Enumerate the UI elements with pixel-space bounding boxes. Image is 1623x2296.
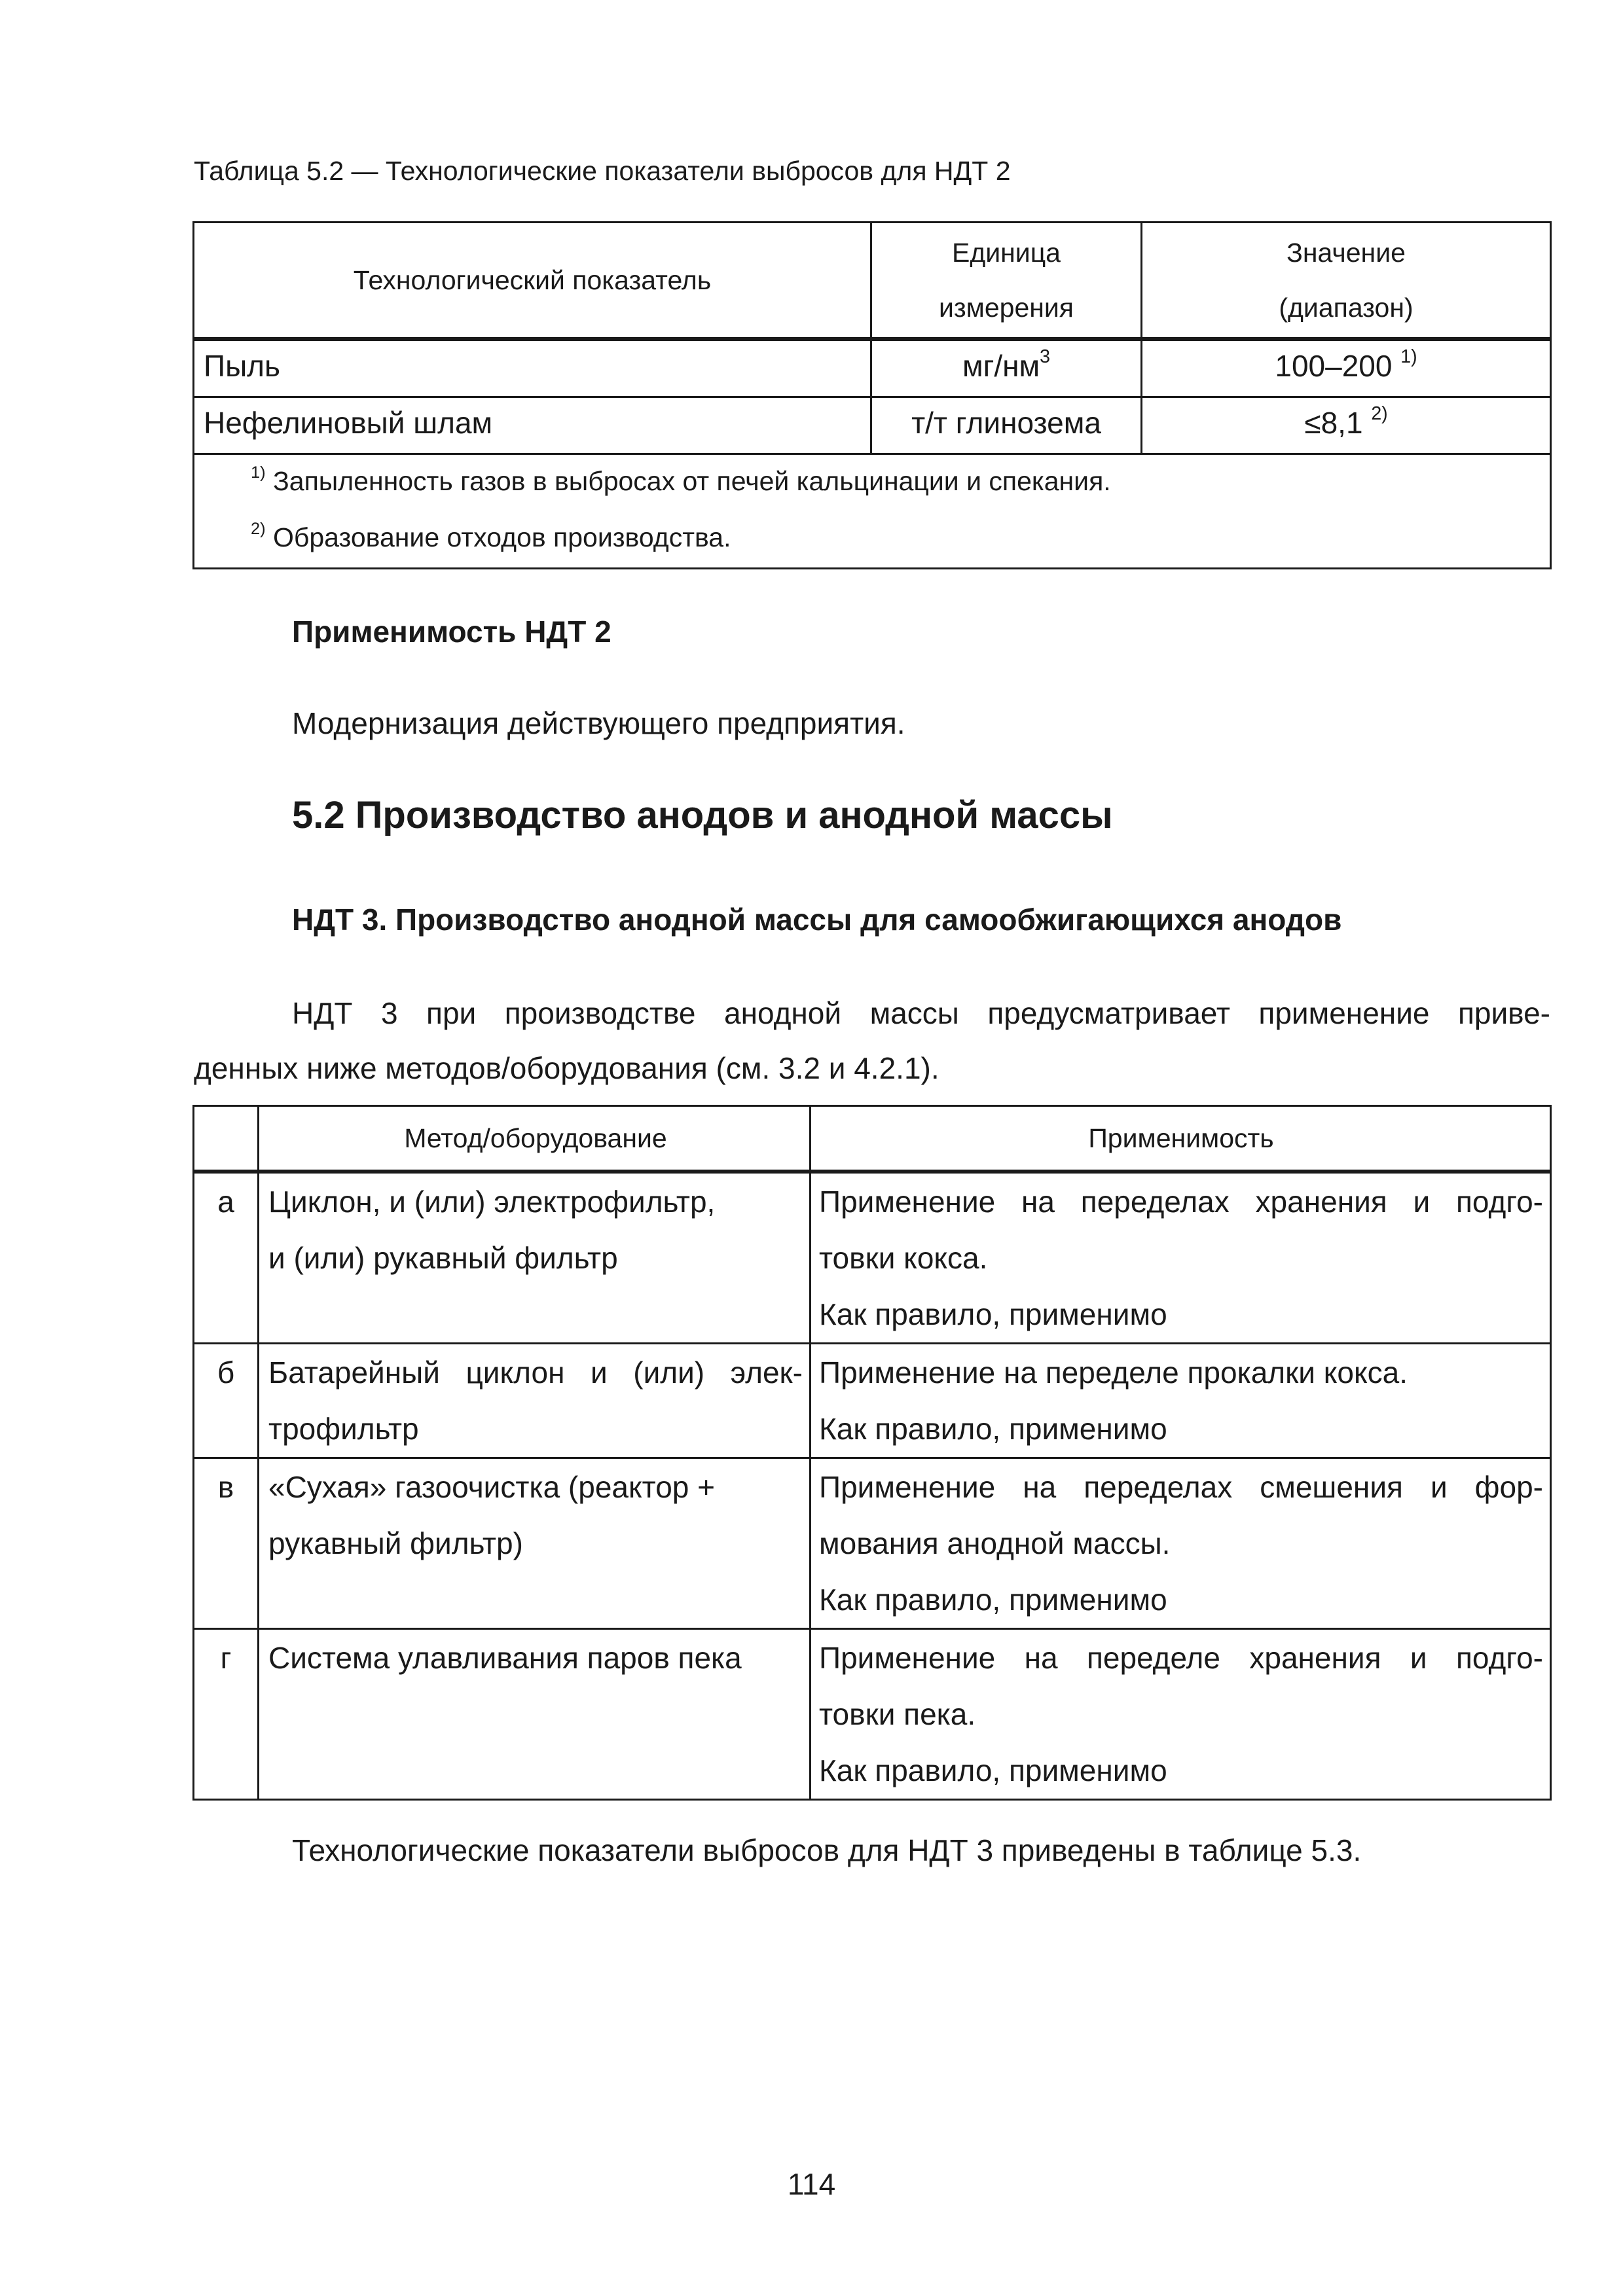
- applicability-line: товки кокса.: [819, 1241, 988, 1275]
- header-value: [1142, 223, 1551, 340]
- row-method: [259, 1172, 811, 1344]
- table-notes: [194, 454, 1551, 569]
- note-mark: 1): [251, 463, 266, 482]
- row-unit: [871, 397, 1142, 454]
- body-paragraph: [194, 986, 1550, 1096]
- row-unit: [871, 339, 1142, 397]
- page-number: 114: [787, 2167, 836, 2201]
- applicability-line: Как правило, применимо: [819, 1753, 1167, 1787]
- method-line: трофильтр: [268, 1412, 419, 1446]
- table-row: [194, 397, 1551, 454]
- row-method: [259, 1344, 811, 1458]
- row-unit-superscript: 3: [1040, 346, 1051, 367]
- header-method: Метод/оборудование: [259, 1106, 811, 1172]
- row-value-footnote-mark: 2): [1371, 403, 1388, 424]
- table-row: [194, 1629, 1551, 1800]
- row-method: [259, 1458, 811, 1629]
- applicability-line: товки пека.: [819, 1697, 976, 1731]
- header-value-line1: Значение: [1286, 238, 1406, 268]
- header-unit-line1: Единица: [951, 238, 1061, 268]
- row-value-footnote-mark: 1): [1400, 346, 1417, 367]
- applicability-line: Применение на переделе хранения и подго-: [819, 1641, 1543, 1675]
- table-header-row: [194, 223, 1551, 340]
- applicability-line: Как правило, применимо: [819, 1583, 1167, 1617]
- row-value: [1142, 339, 1551, 397]
- method-line: «Сухая» газоочистка (реактор +: [268, 1470, 716, 1504]
- header-unit: [871, 223, 1142, 340]
- row-indicator: Нефелиновый шлам: [194, 397, 871, 454]
- subsection-heading: НДТ 3. Производство анодной массы для самообжигающихся анодов: [292, 903, 1342, 937]
- methods-table: [192, 1105, 1552, 1801]
- row-applicability: [811, 1344, 1551, 1458]
- emissions-table: [192, 221, 1552, 569]
- header-value-line2: (диапазон): [1279, 293, 1413, 323]
- row-value-text: ≤8,1: [1304, 406, 1363, 440]
- table-row: [194, 1172, 1551, 1344]
- applicability-line: Как правило, применимо: [819, 1412, 1167, 1446]
- table-row: [194, 1344, 1551, 1458]
- row-unit-text: мг/нм: [962, 349, 1040, 383]
- row-key: а: [194, 1172, 259, 1344]
- row-key: б: [194, 1344, 259, 1458]
- header-unit-line2: измерения: [938, 293, 1074, 323]
- applicability-line: мования анодной массы.: [819, 1526, 1171, 1560]
- row-method: [259, 1629, 811, 1800]
- header-applicability: Применимость: [811, 1106, 1551, 1172]
- header-indicator: Технологический показатель: [194, 223, 871, 340]
- row-key: в: [194, 1458, 259, 1629]
- row-value-text: 100–200: [1275, 349, 1393, 383]
- row-applicability: [811, 1458, 1551, 1629]
- row-unit-text: т/т глинозема: [911, 406, 1101, 440]
- table-caption: Таблица 5.2 — Технологические показатели выбросов для НДТ 2: [194, 156, 1011, 186]
- note-text: Запыленность газов в выбросах от печей кальцинации и спекания.: [273, 466, 1111, 496]
- table-header-row: [194, 1106, 1551, 1172]
- applicability-heading: Применимость НДТ 2: [292, 615, 611, 649]
- row-applicability: [811, 1172, 1551, 1344]
- method-line: Батарейный циклон и (или) элек-: [268, 1355, 803, 1390]
- method-line: Циклон, и (или) электрофильтр,: [268, 1185, 716, 1219]
- note-mark: 2): [251, 519, 266, 538]
- applicability-line: Применение на переделах хранения и подго-: [819, 1185, 1543, 1219]
- method-line: и (или) рукавный фильтр: [268, 1241, 618, 1275]
- applicability-line: Как правило, применимо: [819, 1297, 1167, 1331]
- table-note: [251, 455, 1550, 511]
- row-value: [1142, 397, 1551, 454]
- note-text: Образование отходов производства.: [273, 522, 731, 552]
- row-key: г: [194, 1629, 259, 1800]
- paragraph-line: денных ниже методов/оборудования (см. 3.2 и 4.2.1).: [194, 1051, 939, 1085]
- section-heading: 5.2 Производство анодов и анодной массы: [292, 794, 1113, 836]
- method-line: Система улавливания паров пека: [268, 1641, 742, 1675]
- applicability-text: Модернизация действующего предприятия.: [292, 706, 905, 740]
- header-key: [194, 1106, 259, 1172]
- row-indicator: Пыль: [194, 339, 871, 397]
- applicability-line: Применение на переделе прокалки кокса.: [819, 1355, 1408, 1390]
- method-line: рукавный фильтр): [268, 1526, 523, 1560]
- table-note: [251, 511, 1550, 567]
- table-row: [194, 339, 1551, 397]
- applicability-line: Применение на переделах смешения и фор-: [819, 1470, 1543, 1504]
- paragraph-line: НДТ 3 при производстве анодной массы предусматривает применение приве-: [292, 996, 1550, 1030]
- table-notes-row: [194, 454, 1551, 569]
- table-row: [194, 1458, 1551, 1629]
- closing-paragraph: Технологические показатели выбросов для НДТ 3 приведены в таблице 5.3.: [292, 1833, 1362, 1867]
- row-applicability: [811, 1629, 1551, 1800]
